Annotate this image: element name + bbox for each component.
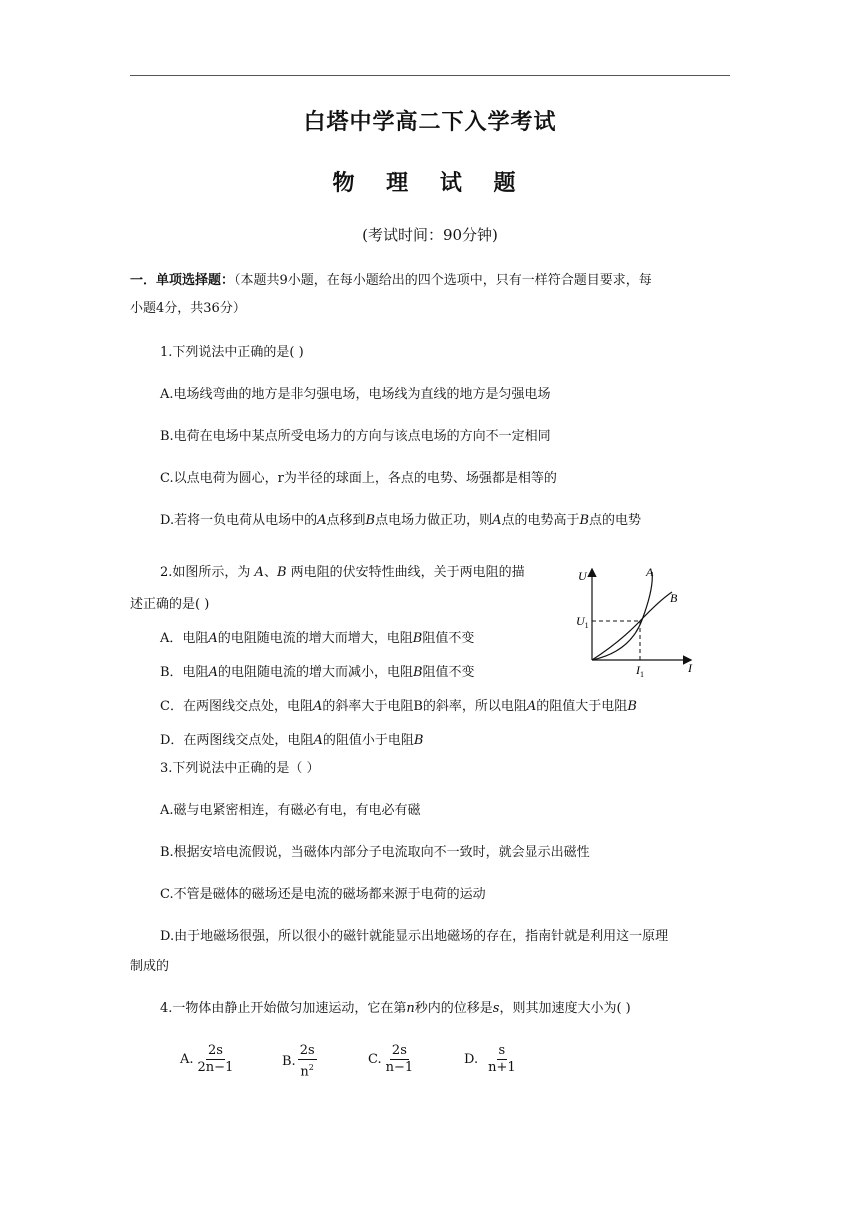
q1-option-c: C.以点电荷为圆心，r为半径的球面上，各点的电势、场强都是相等的 <box>160 471 557 486</box>
q1-option-d: D.若将一负电荷从电场中的A点移到B点电场力做正功，则A点的电势高于B点的电势 <box>160 513 642 528</box>
q3-option-c: C.不管是磁体的磁场还是电流的磁场都来源于电荷的运动 <box>160 887 486 902</box>
q3-option-b: B.根据安培电流假说，当磁体内部分子电流取向不一致时，就会显示出磁性 <box>160 845 590 860</box>
i1-label: $I_1$ <box>636 663 644 679</box>
section1-desc: （本题共9小题，在每小题给出的四个选项中，只有一样符合题目要求，每 <box>234 273 652 288</box>
q3-option-d-line1: D.由于地磁场很强，所以很小的磁针就能显示出地磁场的存在，指南针就是利用这一原理 <box>160 929 669 944</box>
curve-b <box>592 592 672 660</box>
curve-b-label: B <box>670 591 678 605</box>
x-axis-label: I <box>688 661 692 675</box>
q4-option-d: D. $\frac{s}{n+1}$ <box>464 1043 516 1075</box>
section1-line1 <box>130 272 652 290</box>
q2-option-b: B．电阻A的电阻随电流的增大而减小，电阻B阻值不变 <box>160 665 475 680</box>
q4-stem: 4.一物体由静止开始做匀加速运动，它在第n秒内的位移是s，则其加速度大小为( ) <box>160 1001 631 1016</box>
iv-characteristic-graph <box>570 562 700 682</box>
q4-option-a: A. $\frac{2s}{2n-1}$ <box>180 1043 234 1075</box>
q1-option-a: A.电场线弯曲的地方是非匀强电场，电场线为直线的地方是匀强电场 <box>160 387 551 402</box>
q4-option-c: C. $\frac{2s}{n-1}$ <box>368 1043 414 1075</box>
q2-option-c: C．在两图线交点处，电阻A的斜率大于电阻B的斜率，所以电阻A的阻值大于电阻B <box>160 699 637 714</box>
exam-title: 白塔中学高二下入学考试 <box>303 109 557 135</box>
q2-stem-line2: 述正确的是( ) <box>130 597 210 612</box>
u1-label: $U_1$ <box>576 614 589 630</box>
section1-heading: 一．单项选择题： <box>130 273 235 288</box>
exam-subtitle: 物 理 试 题 <box>332 170 528 196</box>
q2-stem-line1: 2.如图所示，为 A、B 两电阻的伏安特性曲线，关于两电阻的描 <box>160 565 525 580</box>
q2-option-d: D．在两图线交点处，电阻A的阻值小于电阻B <box>160 733 424 748</box>
q1-option-b: B.电荷在电场中某点所受电场力的方向与该点电场的方向不一定相同 <box>160 429 551 444</box>
curve-a-label: A <box>646 565 654 579</box>
q2-option-a: A．电阻A的电阻随电流的增大而增大，电阻B阻值不变 <box>160 631 475 646</box>
y-axis-label: U <box>578 569 587 583</box>
header-rule <box>130 75 730 76</box>
section1-desc-line2: 小题4分，共36分） <box>130 301 246 316</box>
q4-option-b: B. $\frac{2s}{n^2}$ <box>282 1043 315 1080</box>
q3-option-d-line2: 制成的 <box>130 959 170 974</box>
exam-time-note: (考试时间：90分钟) <box>362 226 498 244</box>
q1-stem: 1.下列说法中正确的是( ) <box>160 345 304 360</box>
q3-stem: 3.下列说法中正确的是（ ） <box>160 761 320 776</box>
q3-option-a: A.磁与电紧密相连，有磁必有电，有电必有磁 <box>160 803 421 818</box>
curve-a <box>592 572 652 660</box>
